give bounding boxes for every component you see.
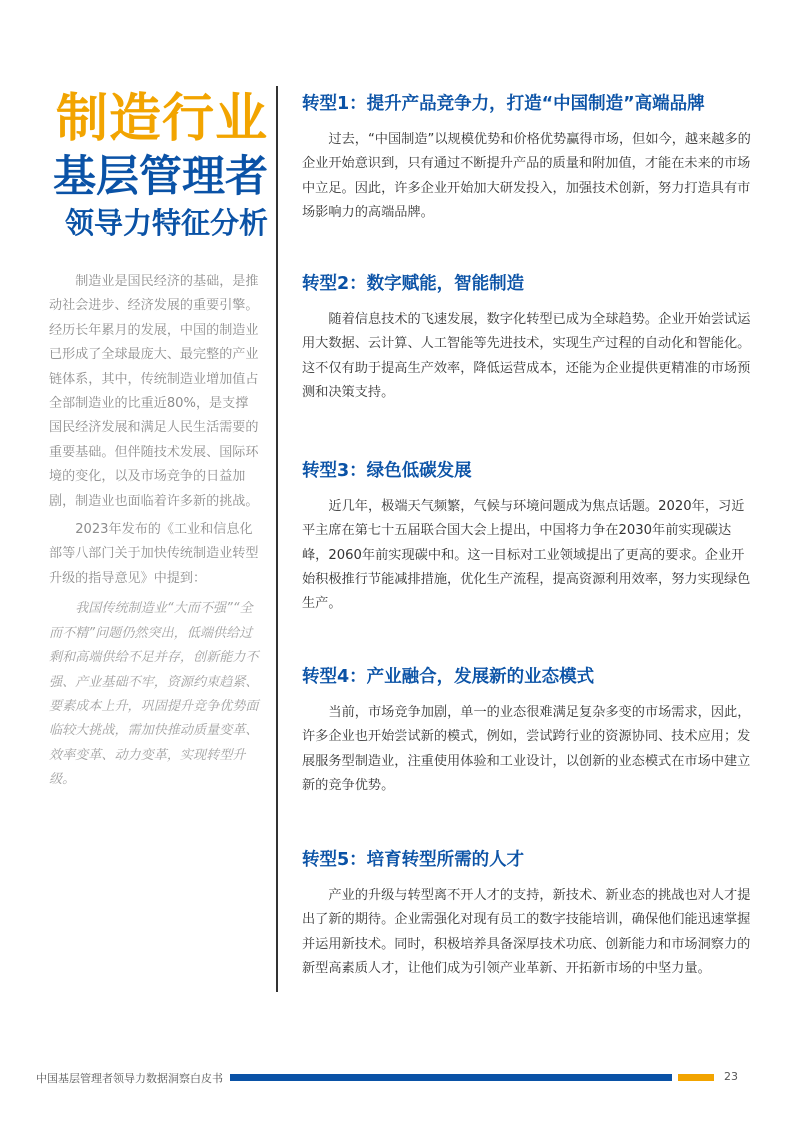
section-body: 产业的升级与转型离不开人才的支持，新技术、新业态的挑战也对人才提出了新的期待。企业需强化对现有员工的数字技能培训，确保他们能迅速掌握并运用新技术。同时，积极培养具备深厚技术功底、创新能力和市场洞察力的新型高素质人才，让他们成为引领产业革新、开拓新市场的中坚力量。 [302, 888, 751, 976]
section-transformation-1 [302, 90, 752, 225]
page-number: 23 [724, 1070, 738, 1083]
section-body: 当前，市场竞争加剧，单一的业态很难满足复杂多变的市场需求，因此，许多企业也开始尝试新的模式，例如，尝试跨行业的资源协同、技术应用；发展服务型制造业，注重使用体验和工业设计，以创新的业态模式在市场中建立新的竞争优势。 [302, 705, 751, 793]
page-title [46, 88, 268, 242]
footer-bar-blue [230, 1074, 672, 1081]
section-heading: 转型3：绿色低碳发展 [302, 461, 472, 481]
policy-reference-paragraph: 2023年发布的《工业和信息化部等八部门关于加快传统制造业转型升级的指导意见》中提到： [49, 522, 259, 586]
footer-title: 中国基层管理者领导力数据洞察白皮书 [36, 1072, 223, 1085]
section-transformation-3 [302, 457, 752, 616]
section-body: 近几年，极端天气频繁，气候与环境问题成为焦点话题。2020年，习近平主席在第七十五届联合国大会上提出，中国将力争在2030年前实现碳达峰，2060年前实现碳中和。这一目标对工业领域提出了更高的要求。企业开始积极推行节能减排措施，优化生产流程，提高资源利用效率，努力实现绿色生产。 [302, 499, 751, 612]
column-divider [276, 86, 278, 992]
footer-bar-yellow [678, 1074, 714, 1081]
sidebar-intro [49, 270, 259, 793]
section-heading: 转型2：数字赋能，智能制造 [302, 274, 525, 294]
section-heading: 转型4：产业融合，发展新的业态模式 [302, 667, 595, 687]
section-transformation-4 [302, 663, 752, 798]
section-transformation-2 [302, 270, 752, 405]
title-line-1: 制造行业 [55, 89, 268, 149]
section-body: 随着信息技术的飞速发展，数字化转型已成为全球趋势。企业开始尝试运用大数据、云计算、人工智能等先进技术，实现生产过程的自动化和智能化。这不仅有助于提高生产效率，降低运营成本，还能为企业提供更精准的市场预测和决策支持。 [302, 312, 751, 400]
title-line-2: 基层管理者 [53, 152, 268, 202]
intro-paragraph: 制造业是国民经济的基础，是推动社会进步、经济发展的重要引擎。经历长年累月的发展，中国的制造业已形成了全球最庞大、最完整的产业链体系，其中，传统制造业增加值占全部制造业的比重近80%，是支撑国民经济发展和满足人民生活需要的重要基础。但伴随技术发展、国际环境的变化，以及市场竞争的日益加剧，制造业也面临着许多新的挑战。 [49, 274, 259, 509]
policy-quote: 我国传统制造业“大而不强”“全而不精”问题仍然突出，低端供给过剩和高端供给不足并存，创新能力不强、产业基础不牢，资源约束趋紧、要素成本上升，巩固提升竞争优势面临较大挑战，需加快推动质量变革、效率变革、动力变革，实现转型升级。 [49, 601, 259, 788]
section-body: 过去，“中国制造”以规模优势和价格优势赢得市场，但如今，越来越多的企业开始意识到，只有通过不断提升产品的质量和附加值，才能在未来的市场中立足。因此，许多企业开始加大研发投入，加强技术创新，努力打造具有市场影响力的高端品牌。 [302, 132, 751, 220]
section-transformation-5 [302, 846, 752, 981]
title-line-3: 领导力特征分析 [64, 206, 268, 240]
section-heading: 转型1：提升产品竞争力，打造“中国制造”高端品牌 [302, 94, 705, 114]
section-heading: 转型5：培育转型所需的人才 [302, 850, 525, 870]
